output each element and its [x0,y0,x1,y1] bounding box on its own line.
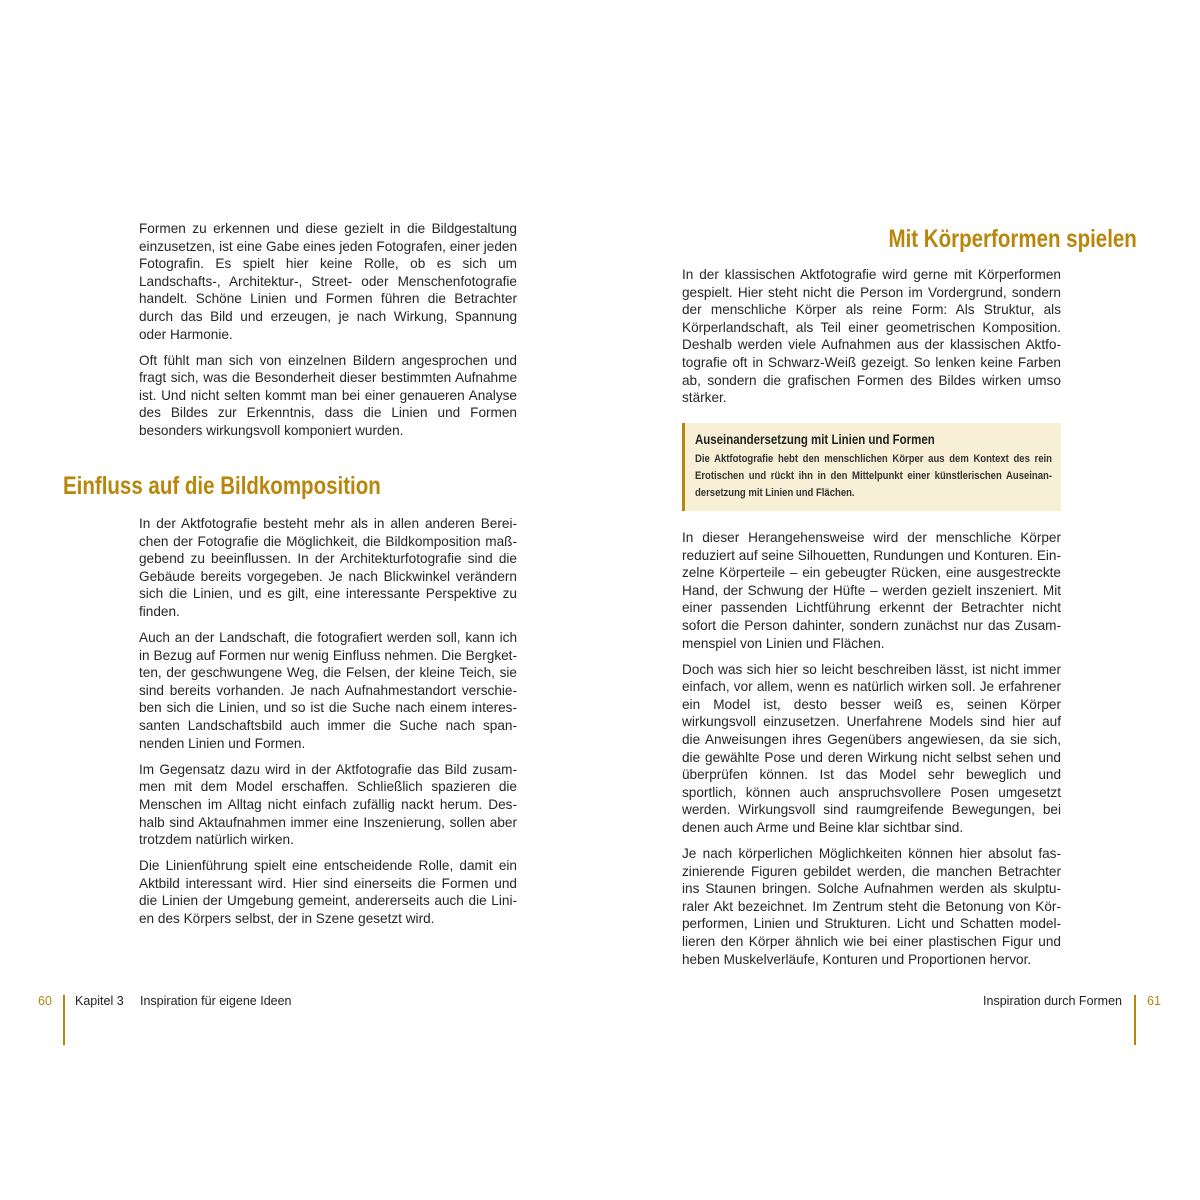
paragraph: Formen zu erkennen und diese gezielt in die Bildgestaltung einzusetzen, ist eine Gabe eines jeden Fotografen, einer jeden Fotografin. Es spielt hier keine Rolle, ob es sich um Landschafts-, Architektur-, Street- oder Menschenfotografie handelt. Schöne Linien und Formen führen die Betrachter durch das Bild und erzeugen, je nach Wirkung, Spannung oder Harmonie. [139,221,517,342]
page-number-right: 61 [1147,994,1161,1008]
right-body-text [682,529,1061,977]
footer-divider-left [63,995,65,1045]
info-box [682,423,1061,511]
paragraph: Oft fühlt man sich von einzelnen Bildern angesprochen und fragt sich, was die Besonderheit dieser bestimmten Aufnahme ist. Und nicht selten kommt man bei einer genaueren Analyse des Bildes zur Erkenntnis, dass die Linien und Formen besonders wirkungsvoll komponiert wurden. [139,352,517,439]
footer-section-title: Inspiration durch Formen [983,994,1122,1008]
paragraph: Doch was sich hier so leicht beschreiben lässt, ist nicht immer einfach, vor allem, wenn es natürlich wirken soll. Je erfahrener ein Model ist, desto besser weiß es, seinen Körper wirkungsvoll einzusetzen. Unerfahrene Models sind hier auf die Anweisungen ihres Gegenübers angewiesen, da sie sich, die gewählte Pose und deren Wirkung nicht selbst sehen und überprüfen können. Ist das Model sehr beweglich und sportlich, können auch anspruchsvollere Posen umgesetzt werden. Wirkungsvoll sind raumgreifende Bewegungen, bei denen auch Arme und Beine klar sichtbar sind. [682,661,1061,835]
paragraph: In dieser Herangehensweise wird der menschliche Körper reduziert auf seine Silhouetten, Rundungen und Konturen. Einzelne Körperteile – ein gebeugter Rücken, eine ausgestreckte Hand, der Schwung der Hüfte – werden gezielt inszeniert. Mit einer passenden Lichtführung erkennt der Betrachter nicht sofort die Person dahinter, sondern zunächst nur das Zusammenspiel von Linien und Flächen. [682,530,1061,651]
section-heading-right: Mit Körperformen spielen [888,225,1137,253]
left-intro-text [139,220,517,448]
right-intro-text [682,266,1061,415]
paragraph: Auch an der Landschaft, die fotografiert werden soll, kann ich in Bezug auf Formen nur wenig Einfluss nehmen. Die Bergketten, der geschwungene Weg, die Felsen, der kleine Teich, sie sind bereits vorhanden. Je nach Aufnahmestandort verschieben sich die Linien, und so ist die Suche nach einem interessanten Landschaftsbild auch immer die Suche nach spannenden Linien und Formen. [139,630,517,751]
info-box-title: Auseinandersetzung mit Linien und Formen [695,432,935,447]
info-box-text: Die Aktfotografie hebt den menschlichen Körper aus dem Kontext des rein Erotischen und rückt ihn in den Mittelpunkt einer künstlerischen Auseinandersetzung mit Linien und Flächen. [695,453,1052,499]
footer-chapter-label: Kapitel 3 [75,994,124,1008]
section-heading-left: Einfluss auf die Bildkomposition [63,472,381,500]
left-body-text [139,515,517,936]
paragraph: In der Aktfotografie besteht mehr als in allen anderen Bereichen der Fotografie die Möglichkeit, die Bildkomposition maßgebend zu beeinflussen. In der Architekturfotografie sind die Gebäude bereits vorgegeben. Je nach Blickwinkel verändern sich die Linien, und es gilt, eine interessante Perspektive zu finden. [139,516,517,619]
footer-divider-right [1134,995,1136,1045]
page-number-left: 60 [38,994,52,1008]
paragraph: Je nach körperlichen Möglichkeiten können hier absolut faszinierende Figuren gebildet werden, die manchen Betrachter ins Staunen bringen. Solche Aufnahmen werden als skulpturaler Akt bezeichnet. Im Zentrum steht die Betonung von Körperformen, Linien und Strukturen. Licht und Schatten modellieren den Körper ähnlich wie bei einer plastischen Figur und heben Muskelverläufe, Konturen und Proportionen hervor. [682,846,1061,967]
paragraph: Die Linienführung spielt eine entscheidende Rolle, damit ein Aktbild interessant wird. Hier sind einerseits die Formen und die Linien der Umgebung gemeint, andererseits auch die Linien des Körpers selbst, der in Szene gesetzt wird. [139,858,517,926]
paragraph: In der klassischen Aktfotografie wird gerne mit Körperformen gespielt. Hier steht nicht die Person im Vordergrund, sondern der menschliche Körper als reine Form: Als Struktur, als Körperlandschaft, als Teil einer geometrischen Komposition. Deshalb werden viele Aufnahmen aus der klassischen Aktfotografie oft in Schwarz-Weiß gezeigt. So lenken keine Farben ab, sondern die grafischen Formen des Bildes wirken umso stärker. [682,267,1061,406]
paragraph: Im Gegensatz dazu wird in der Aktfotografie das Bild zusammen mit dem Model erschaffen. Schließlich spazieren die Menschen im Alltag nicht einfach zufällig nackt herum. Deshalb sind Aktaufnahmen immer eine Inszenierung, sollen aber trotzdem natürlich wirken. [139,761,517,848]
footer-chapter-title: Inspiration für eigene Ideen [140,994,292,1008]
